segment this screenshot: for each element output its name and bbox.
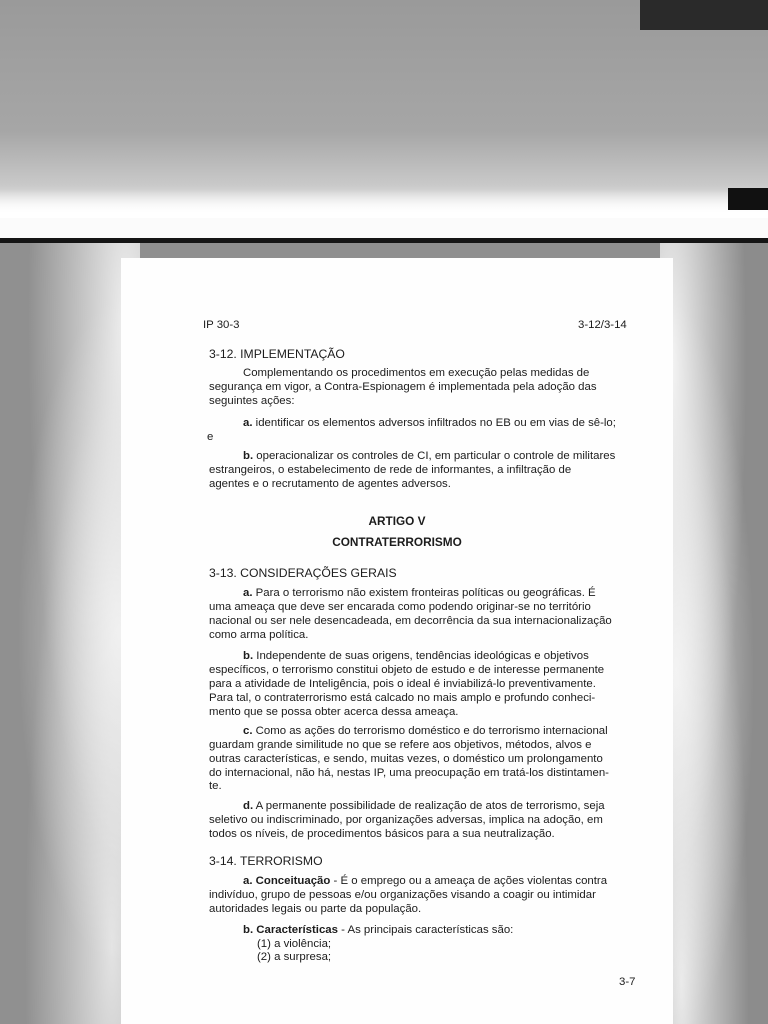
para-b-3-13-line-4: Para tal, o contraterrorismo está calcado no mais amplo e profundo conheci- <box>209 692 596 704</box>
para-c-3-13-line-3: outras características, e sendo, muitas vezes, o doméstico um prolongamento <box>209 753 603 765</box>
para-b-3-13-line-5: mento que se possa obter acerca dessa ameaça. <box>209 706 459 718</box>
scan-left-margin <box>0 243 140 1024</box>
conceituacao-text-1: - É o emprego ou a ameaça de ações violentas contra <box>330 875 608 887</box>
para-a-label: a. <box>243 587 253 599</box>
para-c-label: c. <box>243 725 253 737</box>
para-c-3-13-line-2: guardam grande similitude no que se refere aos objetivos, métodos, alvos e <box>209 739 592 751</box>
para-b-3-13-line-3: para a atividade de Inteligência, pois o ideal é inviabilizá-lo preventivamente. <box>209 678 596 690</box>
scan-corner-shadow <box>640 0 768 30</box>
section-heading-3-13: 3-13. CONSIDERAÇÕES GERAIS <box>209 566 397 580</box>
para-d-3-13-line-2: seletivo ou indiscriminado, por organizações adversas, implica na adoção, em <box>209 814 603 826</box>
para-c-3-13-line-5: te. <box>209 780 222 792</box>
para-a-3-13-line-3: nacional ou ser nele desencadeada, em decorrência da sua internacionalização <box>209 615 612 627</box>
para-b-label: b. <box>243 650 254 662</box>
intro-line-2: segurança em vigor, a Contra-Espionagem é implementada pela adoção das <box>209 381 597 393</box>
para-d-text-1: A permanente possibilidade de realização de atos de terrorismo, seja <box>255 800 605 812</box>
para-a-3-13-line-2: uma ameaça que deve ser encarada como podendo originar-se no território <box>209 601 591 613</box>
page-number: 3-7 <box>619 976 636 988</box>
para-c-3-13-line-1 <box>243 725 608 738</box>
para-c-3-13-line-4: do internacional, não há, nestas IP, uma preocupação em tratá-los distintamen- <box>209 767 609 779</box>
conceituacao-label: a. Conceituação <box>243 875 331 887</box>
item-a-3-12 <box>243 417 616 430</box>
para-a-3-13-line-4: como arma política. <box>209 629 309 641</box>
caracteristica-item-1: (1) a violência; <box>257 938 332 950</box>
header-right: 3-12/3-14 <box>578 319 627 331</box>
section-heading-3-14: 3-14. TERRORISMO <box>209 854 323 868</box>
item-a-text: identificar os elementos adversos infiltrados no EB ou em vias de sê-lo; <box>255 417 616 429</box>
caracteristicas-intro: - As principais características são: <box>337 924 514 936</box>
para-b-text-1: Independente de suas origens, tendências ideológicas e objetivos <box>256 650 589 662</box>
item-b-text-1: operacionalizar os controles de CI, em particular o controle de militares <box>256 450 616 462</box>
section-heading-3-12: 3-12. IMPLEMENTAÇÃO <box>209 347 345 361</box>
item-b-3-12-line-3: agentes e o recrutamento de agentes adversos. <box>209 478 451 490</box>
article-title: CONTRATERRORISMO <box>332 535 462 549</box>
item-a-label: a. <box>243 417 253 429</box>
para-a-3-14-line-2: indivíduo, grupo de pessoas e/ou organizações visando a coagir ou intimidar <box>209 889 596 901</box>
para-d-3-13-line-3: todos os níveis, de procedimentos básicos para a sua neutralização. <box>209 828 555 840</box>
article-number: ARTIGO V <box>368 514 426 528</box>
intro-line-1: Complementando os procedimentos em execução pelas medidas de <box>243 367 590 379</box>
caracteristica-item-2: (2) a surpresa; <box>257 951 332 963</box>
para-b-3-14-intro <box>243 924 513 937</box>
document-page <box>121 258 673 1024</box>
para-d-label: d. <box>243 800 254 812</box>
item-b-3-12-line-2: estrangeiros, o estabelecimento de rede de informantes, a infiltração de <box>209 464 572 476</box>
item-b-label: b. <box>243 450 254 462</box>
para-b-3-13-line-2: específicos, o terrorismo constitui objeto de estudo e de interesse permanente <box>209 664 605 676</box>
para-a-3-14-line-1 <box>243 875 607 888</box>
caracteristicas-label: b. Características <box>243 924 338 936</box>
para-d-3-13-line-1 <box>243 800 605 813</box>
header-left: IP 30-3 <box>203 319 240 331</box>
para-a-3-13-line-1 <box>243 587 596 600</box>
item-a-tail: e <box>207 431 214 443</box>
para-a-3-14-line-3: autoridades legais ou parte da população. <box>209 903 422 915</box>
scan-right-margin <box>660 243 768 1024</box>
para-b-3-13-line-1 <box>243 650 589 663</box>
item-b-3-12-line-1 <box>243 450 615 463</box>
para-a-text-1: Para o terrorismo não existem fronteiras políticas ou geográficas. É <box>255 587 596 599</box>
para-c-text-1: Como as ações do terrorismo doméstico e do terrorismo internacional <box>255 725 608 737</box>
scan-white-strip <box>0 218 768 238</box>
scan-top-background <box>0 0 768 218</box>
scan-dark-tab <box>728 188 768 210</box>
intro-line-3: seguintes ações: <box>209 395 295 407</box>
